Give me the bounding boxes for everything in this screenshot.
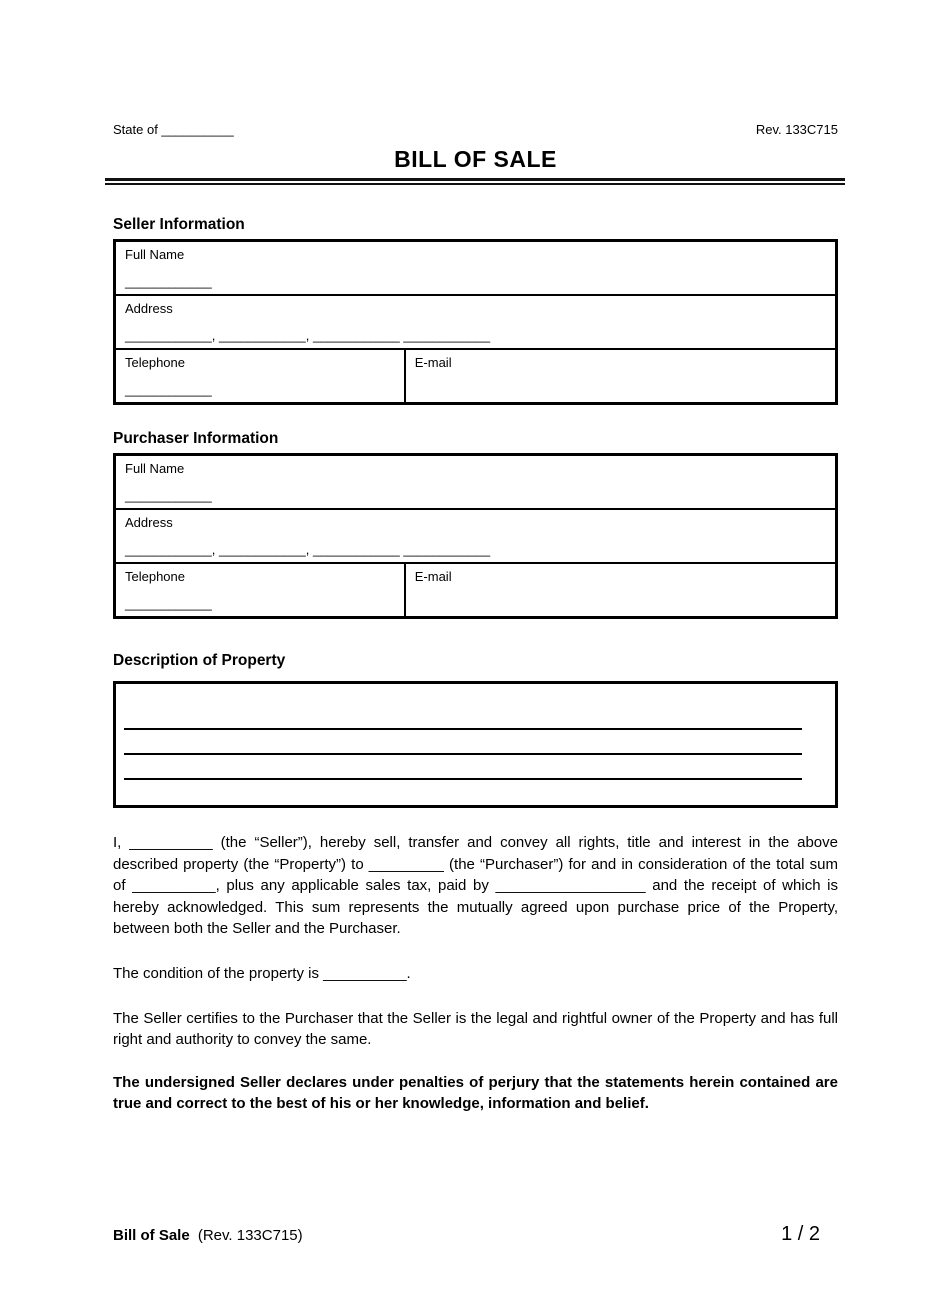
document-header: [113, 121, 838, 138]
seller-telephone-label: Telephone: [125, 355, 185, 370]
description-section-heading: Description of Property: [113, 652, 286, 669]
seller-address-blank: ____________, ____________, ____________ ____________: [125, 328, 491, 343]
seller-full-name-row: [116, 242, 835, 296]
seller-email-cell: [406, 350, 835, 402]
purchaser-address-row: [116, 510, 835, 564]
state-of-field: State of __________: [113, 122, 234, 137]
seller-address-row: [116, 296, 835, 350]
condition-paragraph: The condition of the property is __________.: [113, 964, 411, 982]
purchaser-address-label: Address: [125, 515, 173, 530]
description-blank-line: [124, 684, 802, 730]
seller-full-name-blank: ____________: [125, 274, 212, 289]
seller-telephone-cell: [116, 350, 406, 402]
page-number-indicator: 1 / 2: [781, 1223, 820, 1245]
purchaser-full-name-cell: [116, 456, 835, 508]
purchaser-full-name-blank: ____________: [125, 488, 212, 503]
purchaser-full-name-label: Full Name: [125, 461, 185, 476]
description-box: [113, 681, 838, 808]
document-footer: [113, 1222, 838, 1246]
purchaser-address-blank: ____________, ____________, ____________ ____________: [125, 542, 491, 557]
purchaser-info-table: [113, 453, 838, 619]
seller-full-name-cell: [116, 242, 835, 294]
description-blank-line: [124, 730, 802, 755]
footer-revision: (Rev. 133C715): [197, 1227, 303, 1244]
seller-address-cell: [116, 296, 835, 348]
seller-contact-row: [116, 350, 835, 402]
seller-telephone-blank: ____________: [125, 382, 212, 397]
purchaser-full-name-row: [116, 456, 835, 510]
seller-info-table: [113, 239, 838, 405]
purchaser-telephone-blank: ____________: [125, 596, 212, 611]
description-blank-line: [124, 755, 802, 780]
sale-terms-paragraph: I, __________ (the “Seller”), hereby sell, transfer and convey all rights, title and interest in the above described property (the “Property”) to _________ (the “Purchaser”) for and in consideration of the total sum of __________, plus any applicable sales tax, paid by __________________ and the receipt of which is hereby acknowledged. This sum represents the mutually agreed upon purchase price of the Property, between both the Seller and the Purchaser.: [113, 834, 838, 938]
seller-full-name-label: Full Name: [125, 247, 185, 262]
revision-label: Rev. 133C715: [755, 122, 838, 137]
purchaser-email-cell: [406, 564, 835, 616]
purchaser-telephone-cell: [116, 564, 406, 616]
title-divider: [105, 178, 845, 185]
seller-email-label: E-mail: [414, 355, 452, 370]
seller-address-label: Address: [125, 301, 173, 316]
purchaser-address-cell: [116, 510, 835, 562]
footer-doc-name: Bill of Sale: [113, 1227, 190, 1244]
purchaser-section-heading: Purchaser Information: [113, 430, 279, 447]
document-title: BILL OF SALE: [394, 146, 557, 172]
footer-document-label: [113, 1226, 303, 1246]
perjury-declaration-paragraph: The undersigned Seller declares under penalties of perjury that the statements herein contained are true and correct to the best of his or her knowledge, information and belief.: [113, 1073, 838, 1113]
seller-section-heading: Seller Information: [113, 216, 245, 233]
purchaser-contact-row: [116, 564, 835, 616]
purchaser-telephone-label: Telephone: [125, 569, 185, 584]
ownership-certification-paragraph: The Seller certifies to the Purchaser that the Seller is the legal and rightful owner of the Property and has full right and authority to convey the same.: [113, 1009, 838, 1049]
purchaser-email-label: E-mail: [414, 569, 452, 584]
